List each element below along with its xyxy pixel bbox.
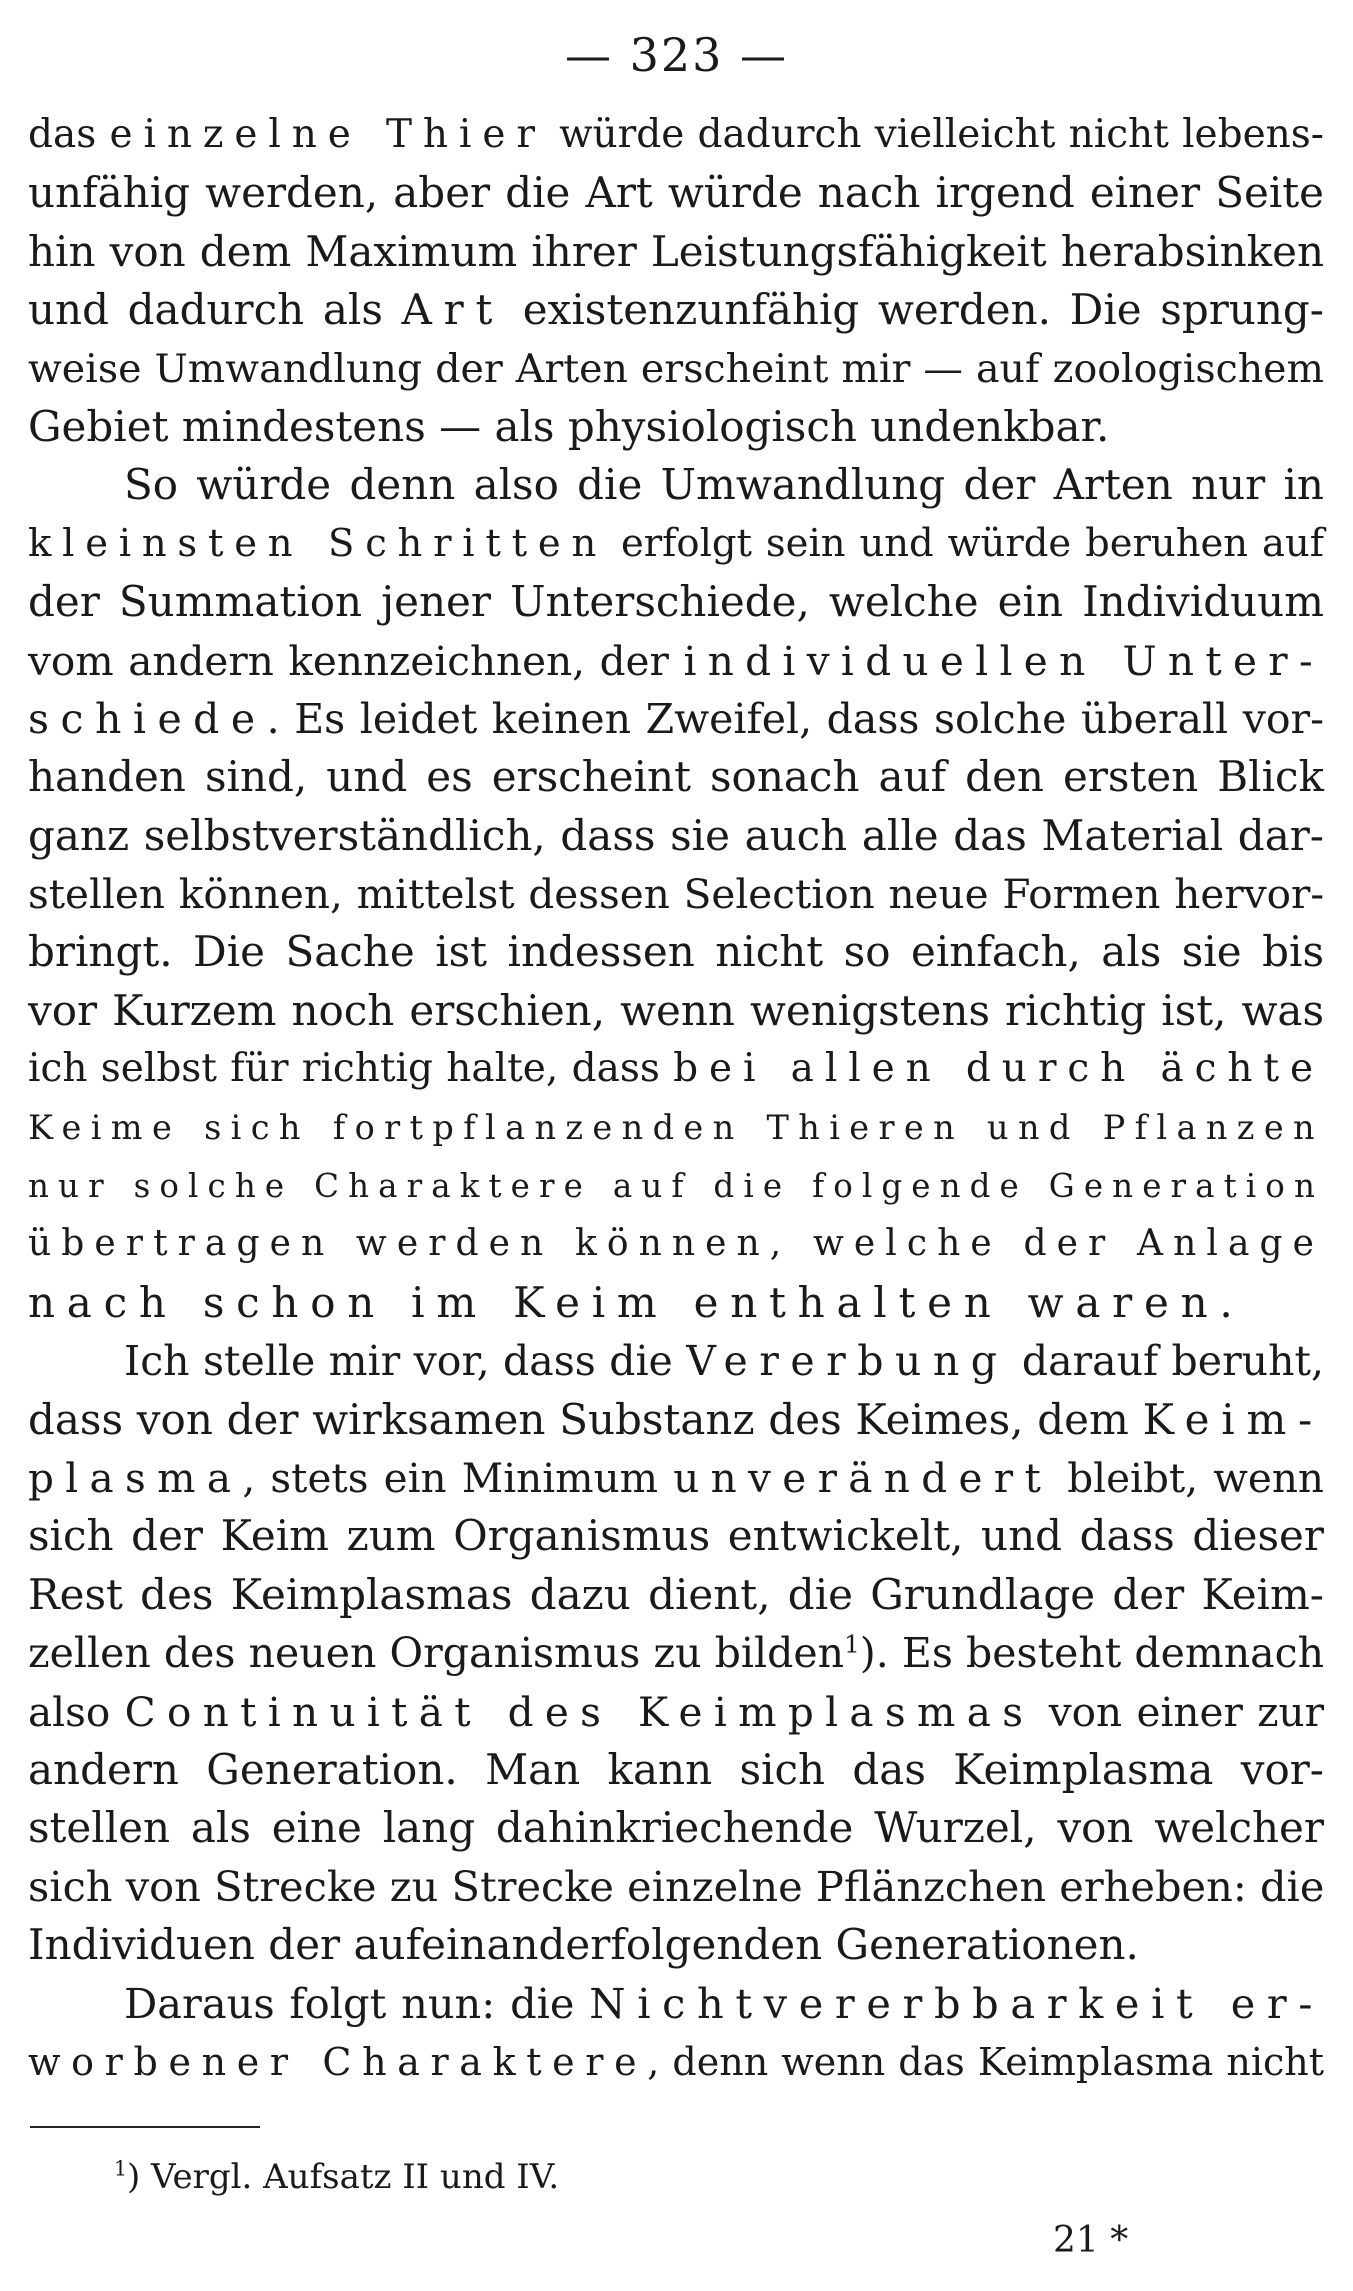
text-line <box>28 281 1324 339</box>
text-line <box>28 340 1324 398</box>
emphasized-text: unverändert <box>673 1453 1053 1502</box>
text-segment: ich selbst für richtig halte, dass <box>28 1046 674 1092</box>
text-segment: ganz selbstverständlich, dass sie auch alle das Material dar- <box>28 810 1324 860</box>
text-segment: Individuen der aufeinanderfolgenden Generationen. <box>28 1920 1139 1970</box>
emphasized-text: kleinsten Schritten <box>28 520 608 566</box>
text-segment: vor Kurzem noch erschien, wenn wenigstens richtig ist, was <box>28 985 1324 1035</box>
emphasized-text: plasma <box>28 1453 243 1502</box>
emphasized-text: Nichtvererbbarkeit er- <box>589 1978 1325 2028</box>
printer-signature-mark: 21 * <box>1053 2220 1129 2261</box>
footnote-reference: 1 <box>844 1629 860 1659</box>
emphasized-text: bei allen durch ächte <box>673 1046 1325 1092</box>
body-text <box>28 106 1324 2091</box>
text-line <box>28 515 1324 573</box>
text-segment: würde dadurch vielleicht nicht lebens- <box>545 112 1324 157</box>
text-segment: hin von dem Maximum ihrer Leistungsfähigkeit herabsinken <box>28 226 1324 276</box>
text-segment: zellen des neuen Organismus zu bilden <box>28 1629 845 1678</box>
text-segment: Ich stelle mir vor, dass die <box>124 1337 687 1386</box>
text-segment: existenzunfähig werden. Die sprung- <box>504 285 1324 335</box>
text-segment: also <box>28 1687 125 1736</box>
text-segment: sich von Strecke zu Strecke einzelne Pflänzchen erheben: die <box>28 1861 1325 1911</box>
text-segment: stellen können, mittelst dessen Selection neue Formen hervor- <box>28 870 1324 919</box>
text-line <box>28 1215 1324 1273</box>
emphasized-text: Vererbung <box>686 1337 1009 1386</box>
text-line <box>28 1624 1324 1682</box>
text-segment: der Summation jener Unterschiede, welche ein Individuum <box>28 577 1324 627</box>
text-segment: weise Umwandlung der Arten erscheint mir — auf zoologischem <box>28 345 1324 392</box>
text-segment: das <box>28 112 110 157</box>
text-line <box>28 164 1324 222</box>
text-segment: , stets ein Minimum <box>242 1453 674 1502</box>
text-line <box>28 1975 1324 2033</box>
text-line <box>28 865 1324 923</box>
text-segment: . Es leidet keinen Zweifel, dass solche überall vor- <box>266 694 1324 743</box>
text-segment: erfolgt sein und würde beruhen auf <box>607 520 1324 566</box>
text-line <box>28 982 1324 1040</box>
emphasized-text: worbener Charaktere <box>28 2039 648 2084</box>
text-segment: von einer zur <box>1034 1687 1324 1736</box>
text-line <box>28 456 1324 514</box>
text-line <box>28 1507 1324 1565</box>
emphasized-text: einzelne Thier <box>109 112 546 157</box>
text-line <box>28 690 1324 748</box>
text-segment: bleibt, wenn <box>1052 1453 1324 1502</box>
text-line <box>28 1040 1324 1098</box>
text-line <box>28 1099 1324 1157</box>
text-segment: stellen als eine lang dahinkriechende Wurzel, von welcher <box>28 1803 1324 1853</box>
text-segment: Daraus folgt nun: die <box>124 1978 590 2028</box>
text-line <box>28 2033 1324 2091</box>
text-segment: sich der Keim zum Organismus entwickelt, und dass dieser <box>28 1511 1324 1561</box>
emphasized-text: individuellen Unter- <box>683 636 1324 685</box>
footnote-marker: 1 <box>114 2156 127 2181</box>
text-segment: handen sind, und es erscheint sonach auf den ersten Blick <box>28 752 1324 802</box>
text-segment: bringt. Die Sache ist indessen nicht so einfach, als sie bis <box>28 927 1324 977</box>
text-line <box>28 1858 1324 1916</box>
text-line <box>28 1799 1324 1857</box>
emphasized-text: schiede <box>28 694 267 743</box>
text-line <box>28 1274 1324 1332</box>
text-line <box>28 1741 1324 1799</box>
emphasized-text: nach schon im Keim enthalten waren. <box>28 1277 1245 1327</box>
text-segment: , denn wenn das Keimplasma nicht <box>647 2039 1324 2084</box>
footnote-rule <box>30 2126 260 2128</box>
text-segment: Rest des Keimplasmas dazu dient, die Grundlage der Keim- <box>28 1569 1324 1619</box>
text-line <box>28 1157 1324 1215</box>
text-line <box>28 1449 1324 1507</box>
text-segment: unfähig werden, aber die Art würde nach irgend einer Seite <box>28 168 1324 218</box>
text-line <box>28 748 1324 806</box>
text-line <box>28 632 1324 690</box>
text-line <box>28 398 1324 456</box>
text-line <box>28 1683 1324 1741</box>
text-segment: dass von der wirksamen Substanz des Keimes, dem <box>28 1394 1143 1444</box>
text-segment: und dadurch als <box>28 285 402 335</box>
text-segment: vom andern kennzeichnen, der <box>28 636 684 685</box>
text-segment: So würde denn also die Umwandlung der Arten nur in <box>124 460 1324 510</box>
text-segment: darauf beruht, <box>1008 1337 1324 1386</box>
emphasized-text: Art <box>401 285 505 335</box>
text-line <box>28 807 1324 865</box>
emphasized-text: nur solche Charaktere auf die folgende Generation <box>28 1167 1324 1206</box>
text-line <box>28 106 1324 164</box>
text-line <box>28 1391 1324 1449</box>
text-line <box>28 223 1324 281</box>
footnote <box>114 2154 559 2200</box>
text-segment: ). Es besteht demnach <box>859 1629 1324 1678</box>
emphasized-text: Keim- <box>1142 1394 1324 1444</box>
emphasized-text: Continuität des Keimplasmas <box>124 1687 1035 1736</box>
text-line <box>28 1566 1324 1624</box>
text-line <box>28 923 1324 981</box>
footnote-text: ) Vergl. Aufsatz II und IV. <box>126 2157 560 2197</box>
emphasized-text: Keime sich fortpflanzenden Thieren und Pflanzen <box>28 1107 1324 1147</box>
text-line <box>28 573 1324 631</box>
text-segment: andern Generation. Man kann sich das Keimplasma vor- <box>28 1744 1324 1794</box>
text-line <box>28 1332 1324 1390</box>
page-number: — 323 — <box>564 28 789 82</box>
text-segment: Gebiet mindestens — als physiologisch undenkbar. <box>28 401 1110 451</box>
text-line <box>28 1916 1324 1974</box>
emphasized-text: übertragen werden können, welche der Anlage <box>28 1223 1324 1265</box>
